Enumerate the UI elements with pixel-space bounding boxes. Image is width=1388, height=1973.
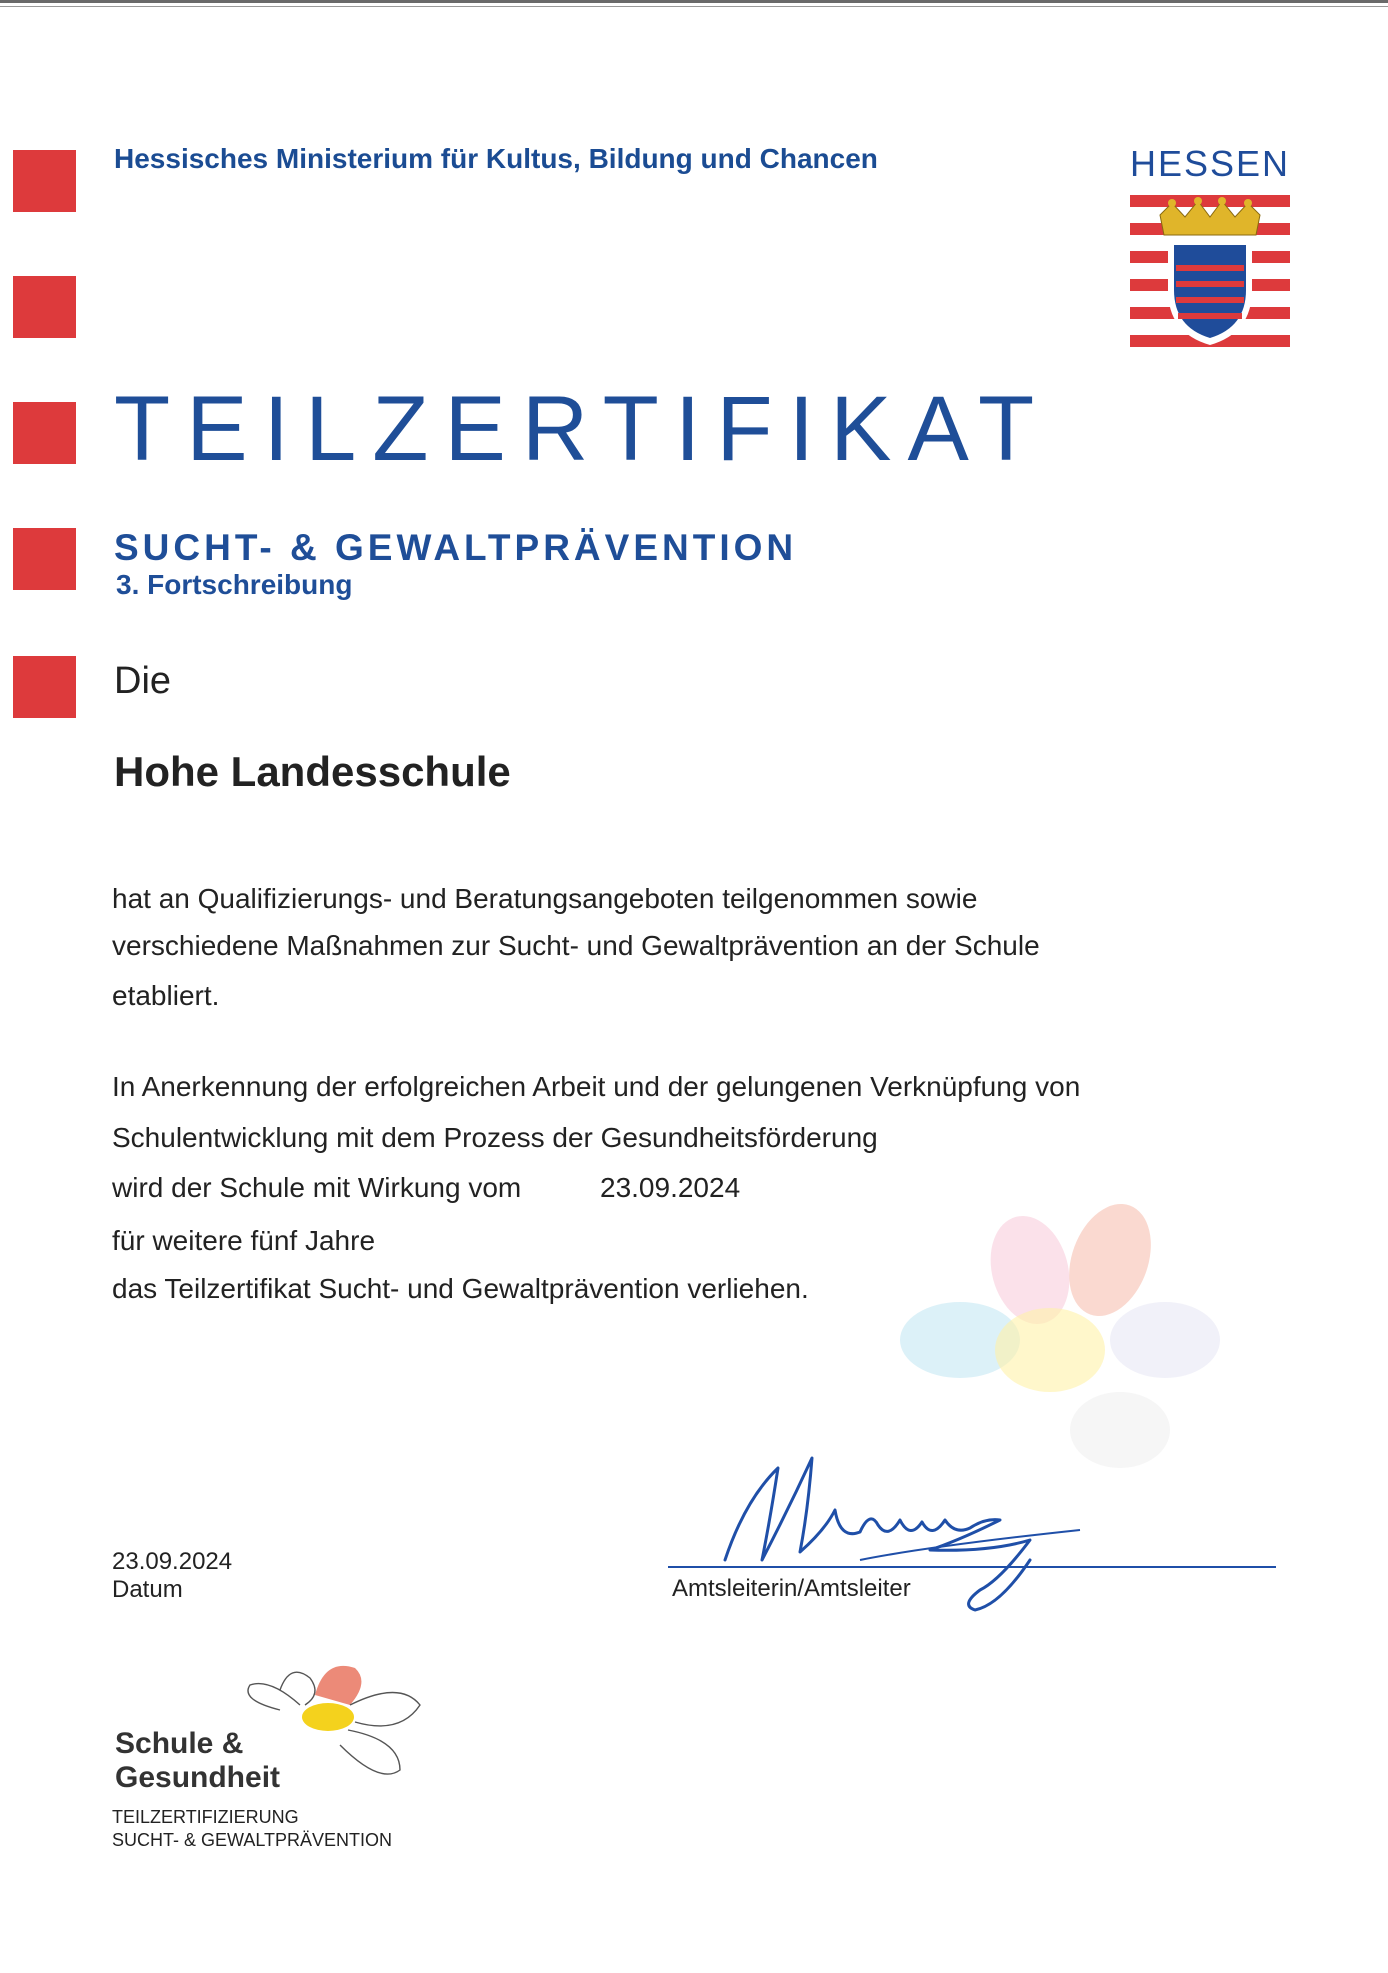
logo-caption-line2: SUCHT- & GEWALTPRÄVENTION	[112, 1830, 393, 1850]
signatory-label: Amtsleiterin/Amtsleiter	[672, 1575, 911, 1602]
red-square-marker	[13, 528, 76, 590]
certificate-update: 3. Fortschreibung	[116, 569, 353, 600]
logo-caption-line1: TEILZERTIFIZIERUNG	[112, 1807, 299, 1827]
top-border-thin	[0, 6, 1388, 7]
top-border	[0, 0, 1388, 3]
certificate-title: TEILZERTIFIKAT	[114, 378, 1051, 480]
red-square-marker	[13, 276, 76, 338]
body-line: für weitere fünf Jahre	[112, 1225, 376, 1256]
signature-line	[668, 1566, 1276, 1568]
hessen-coat-of-arms-icon	[1130, 195, 1290, 350]
body-line: verschiedene Maßnahmen zur Sucht- und Gewaltprävention an der Schule	[112, 930, 1040, 961]
body-line: In Anerkennung der erfolgreichen Arbeit und der gelungenen Verknüpfung von	[112, 1071, 1081, 1102]
body-line: das Teilzertifikat Sucht- und Gewaltprävention verliehen.	[112, 1273, 809, 1304]
logo-text-line1: Schule &	[115, 1727, 244, 1760]
intro-word: Die	[114, 660, 172, 702]
red-square-marker	[13, 656, 76, 718]
issue-date: 23.09.2024	[112, 1548, 233, 1575]
logo-text-line2: Gesundheit	[115, 1761, 281, 1794]
body-line: hat an Qualifizierungs- und Beratungsangeboten teilgenommen sowie	[112, 883, 978, 914]
school-name: Hohe Landesschule	[114, 748, 511, 795]
hessen-wordmark: HESSEN	[1130, 143, 1291, 184]
certificate-subtitle: SUCHT- & GEWALTPRÄVENTION	[114, 527, 798, 568]
red-square-marker	[13, 402, 76, 464]
ministry-name: Hessisches Ministerium für Kultus, Bildung und Chancen	[114, 143, 878, 174]
date-label: Datum	[112, 1576, 183, 1603]
effective-date: 23.09.2024	[600, 1172, 741, 1203]
body-line: Schulentwicklung mit dem Prozess der Gesundheitsförderung	[112, 1122, 878, 1153]
body-line: wird der Schule mit Wirkung vom	[112, 1172, 522, 1203]
body-line: etabliert.	[112, 980, 220, 1011]
red-square-marker	[13, 150, 76, 212]
